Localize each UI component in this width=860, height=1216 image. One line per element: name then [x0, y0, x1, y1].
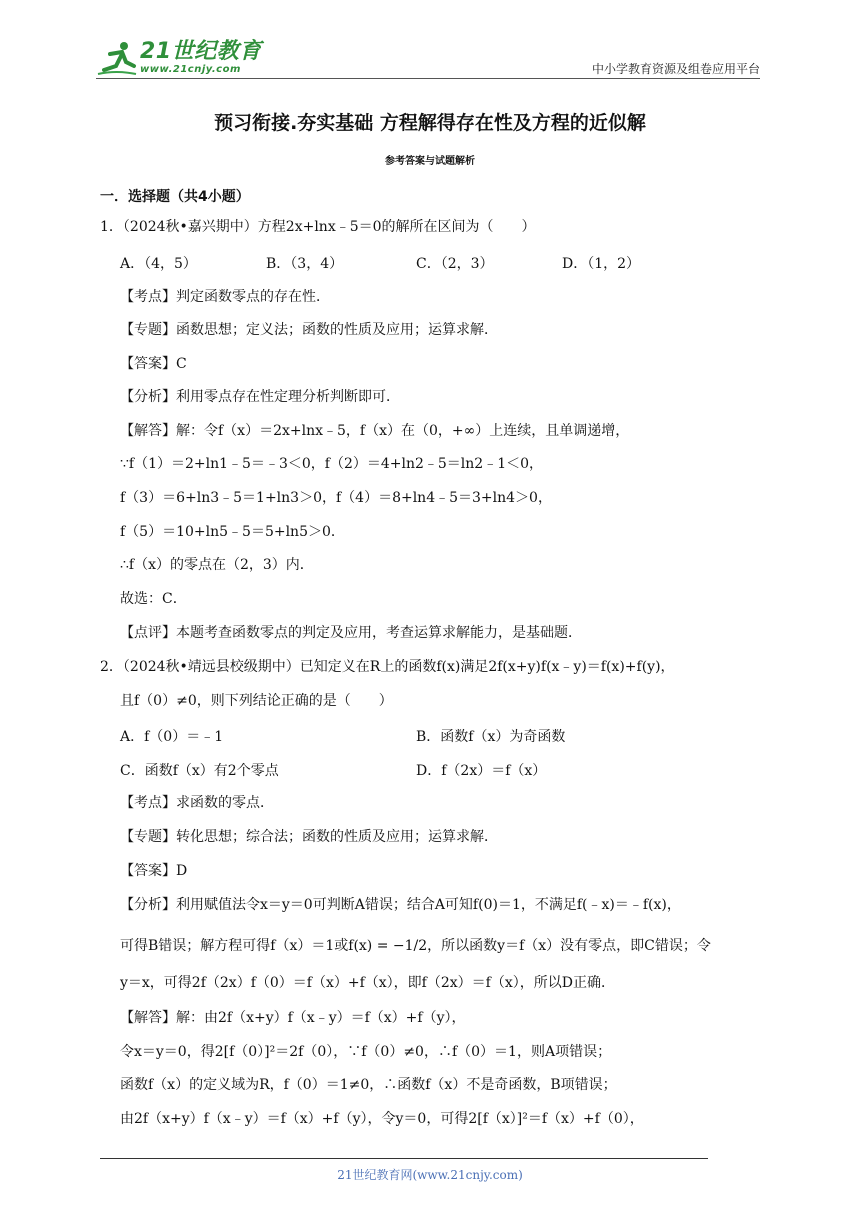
- logo-text-group: [140, 40, 262, 75]
- q1-option-c: C．（2，3）: [416, 256, 494, 272]
- header-divider: [96, 78, 760, 79]
- q2-option-b: B．函数f（x）为奇函数: [416, 729, 566, 745]
- q2-jieda-line: 由2f（x+y）f（x﹣y）＝f（x）+f（y），令y＝0，可得2[f（x）]²＝f（x）+f（0），: [120, 1111, 644, 1127]
- q1-jieda-line: 【解答】解：令f（x）＝2x+lnx﹣5，f（x）在（0，+∞）上连续，且单调递增，: [120, 423, 630, 439]
- q1-jieda-line: f（5）＝10+ln5﹣5＝5+ln5＞0．: [120, 524, 345, 540]
- q2-jieda-line: 令x＝y＝0，得2[f（0）]²＝2f（0），∵f（0）≠0，∴f（0）＝1，则A项错误；: [120, 1044, 612, 1060]
- page-header: [96, 40, 760, 80]
- q1-jieda-line: f（3）＝6+ln3﹣5＝1+ln3＞0，f（4）＝8+ln4﹣5＝3+ln4＞0，: [120, 490, 552, 506]
- q1-zhuanti: 【专题】函数思想；定义法；函数的性质及应用；运算求解．: [120, 322, 498, 338]
- q1-jieda-line: 故选：C．: [120, 591, 187, 607]
- q1-dianping: 【点评】本题考查函数零点的判定及应用，考查运算求解能力，是基础题．: [120, 625, 582, 641]
- q2-zhuanti: 【专题】转化思想；综合法；函数的性质及应用；运算求解．: [120, 829, 498, 845]
- q2-jieda-line: 函数f（x）的定义域为R，f（0）＝1≠0，∴函数f（x）不是奇函数，B项错误；: [120, 1077, 617, 1093]
- q1-option-d: D．（1，2）: [562, 256, 641, 272]
- q2-option-a: A．f（0）＝﹣1: [120, 729, 224, 745]
- runner-logo-icon: [96, 40, 138, 78]
- q2-stem-line: 2．（2024秋•靖远县校级期中）已知定义在R上的函数f(x)满足2f(x+y)f(x﹣y)＝f(x)+f(y)，: [100, 659, 675, 675]
- q1-jieda-line: ∴f（x）的零点在（2，3）内．: [120, 557, 314, 573]
- q1-stem: 1．（2024秋•嘉兴期中）方程2x+lnx﹣5＝0的解所在区间为（ ）: [100, 219, 536, 235]
- page-subtitle: 参考答案与试题解析: [385, 156, 475, 167]
- q1-kaodian: 【考点】判定函数零点的存在性．: [120, 289, 330, 305]
- q1-option-b: B．（3，4）: [266, 256, 344, 272]
- q2-answer: 【答案】D: [120, 863, 188, 879]
- platform-name: 中小学教育资源及组卷应用平台: [591, 62, 760, 76]
- q2-stem-line: 且f（0）≠0，则下列结论正确的是（ ）: [120, 693, 393, 709]
- q2-fenxi-line: y＝x，可得2f（2x）f（0）＝f（x）+f（x），即f（2x）＝f（x），所以D正确．: [120, 975, 615, 991]
- q2-fenxi-line: 【分析】利用赋值法令x＝y＝0可判断A错误；结合A可知f(0)＝1，不满足f(﹣x)＝﹣f(x)，: [120, 897, 681, 913]
- q2-jieda-line: 【解答】解：由2f（x+y）f（x﹣y）＝f（x）+f（y），: [120, 1010, 466, 1026]
- q1-answer: 【答案】C: [120, 356, 187, 372]
- page-title: 预习衔接.夯实基础 方程解得存在性及方程的近似解: [214, 112, 646, 134]
- section-heading: 一．选择题（共4小题）: [100, 189, 250, 205]
- q2-option-c: C．函数f（x）有2个零点: [120, 763, 279, 779]
- q2-option-d: D．f（2x）＝f（x）: [416, 763, 547, 779]
- logo-main-text: 21世纪教育: [140, 39, 262, 64]
- q1-fenxi: 【分析】利用零点存在性定理分析判断即可．: [120, 389, 400, 405]
- footer-divider: [100, 1158, 708, 1159]
- q1-jieda-line: ∵f（1）＝2+ln1﹣5＝﹣3＜0，f（2）＝4+ln2﹣5＝ln2﹣1＜0，: [120, 456, 544, 472]
- q2-fenxi-line: 可得B错误；解方程可得f（x）＝1或f(x) = −1/2，所以函数y＝f（x）没有零点，即C错误；令: [120, 938, 711, 954]
- q1-option-a: A．（4，5）: [120, 256, 197, 272]
- logo-url-text: www.21cnjy.com: [140, 64, 241, 75]
- site-logo: [96, 40, 138, 78]
- q2-kaodian: 【考点】求函数的零点．: [120, 795, 274, 811]
- footer-link[interactable]: 21世纪教育网(www.21cnjy.com): [337, 1168, 523, 1182]
